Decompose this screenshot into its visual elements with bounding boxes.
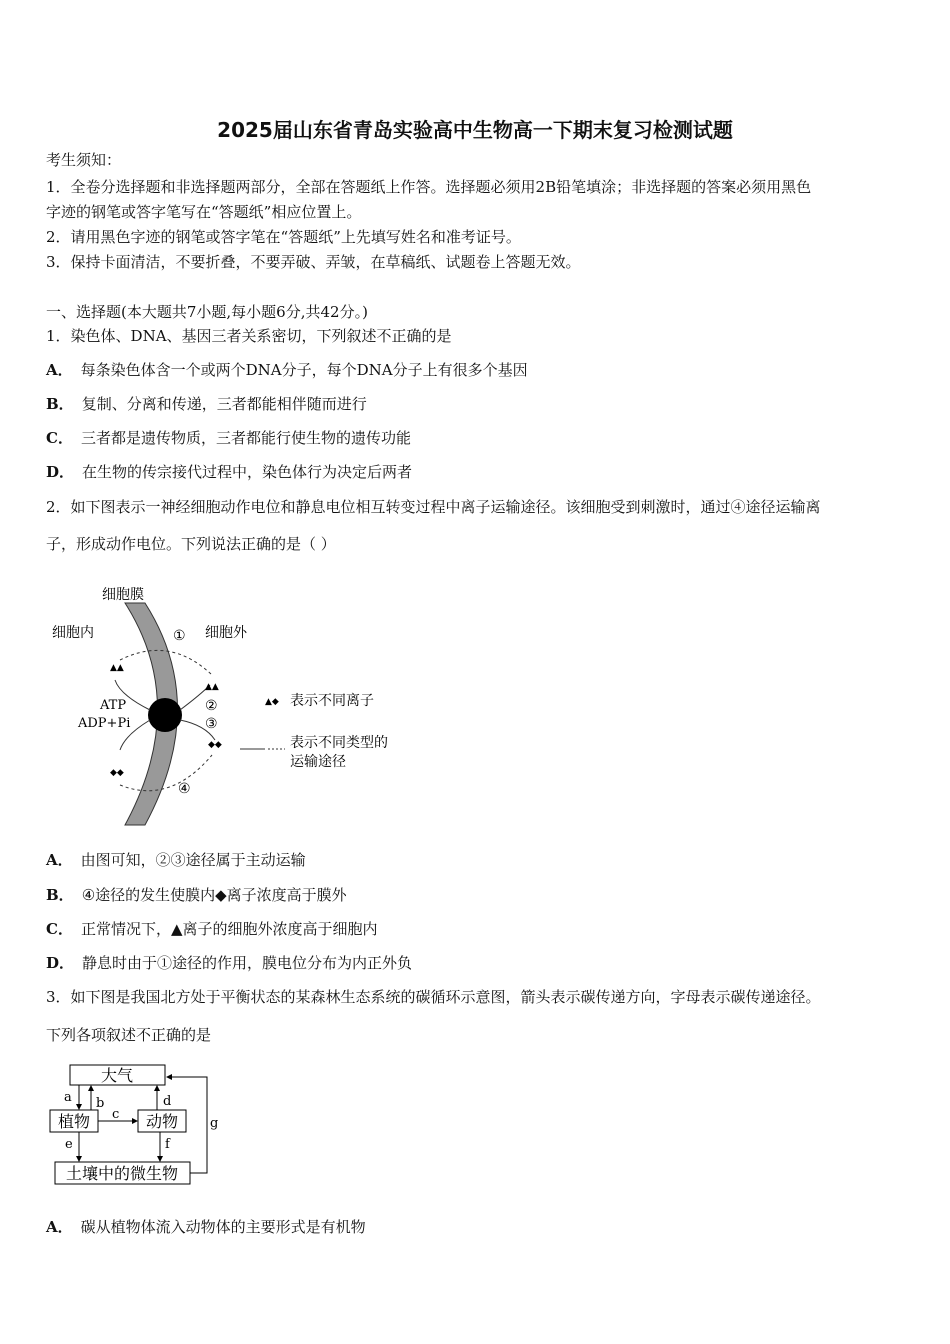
notice-item: 1．全卷分选择题和非选择题两部分，全部在答题纸上作答。选择题必须用2B铅笔填涂；非选择题的答案必须用黑色 [46, 178, 812, 196]
q1-option-a: A． 每条染色体含一个或两个DNA分子，每个DNA分子上有很多个基因 [46, 361, 528, 379]
q2-option-a: A． 由图可知，②③途径属于主动运输 [46, 851, 306, 869]
section-heading: 一、选择题(本大题共7小题,每小题6分,共42分。) [46, 303, 368, 321]
svg-text:a: a [64, 1090, 72, 1105]
microbes-box: 土壤中的微生物 [65, 1164, 179, 1183]
q1-option-d: D． 在生物的传宗接代过程中，染色体行为决定后两者 [46, 463, 413, 481]
question-1-stem: 1．染色体、DNA、基因三者关系密切，下列叙述不正确的是 [46, 327, 452, 345]
svg-text:▲▲: ▲▲ [110, 663, 124, 673]
svg-text:◆◆: ◆◆ [208, 740, 222, 750]
notice-heading: 考生须知： [46, 151, 122, 169]
outside-label: 细胞外 [205, 625, 247, 641]
legend-paths: 表示不同类型的 [290, 735, 388, 751]
svg-text:ADP+Pi: ADP+Pi [78, 716, 131, 731]
svg-text:f: f [165, 1137, 170, 1152]
svg-text:③: ③ [205, 716, 218, 732]
svg-text:▲▲: ▲▲ [205, 682, 219, 692]
animals-box: 动物 [145, 1112, 179, 1131]
q2-option-d: D． 静息时由于①途径的作用，膜电位分布为内正外负 [46, 954, 413, 972]
question-2-stem: 2．如下图表示一神经细胞动作电位和静息电位相互转变过程中离子运输途径。该细胞受到刺激时，通过④途径运输离 [46, 498, 821, 516]
inside-label: 细胞内 [52, 625, 94, 641]
ion-transport-figure [40, 575, 420, 835]
plants-box: 植物 [57, 1112, 91, 1131]
svg-text:e: e [65, 1137, 73, 1152]
atmosphere-box: 大气 [100, 1066, 134, 1085]
question-3-stem-cont: 下列各项叙述不正确的是 [46, 1026, 212, 1044]
notice-item: 字迹的钢笔或答字笔写在“答题纸”相应位置上。 [46, 203, 362, 221]
svg-text:ATP: ATP [100, 698, 127, 713]
question-2-stem-cont: 子，形成动作电位。下列说法正确的是（ ） [46, 535, 336, 553]
svg-text:◆◆: ◆◆ [110, 768, 124, 778]
carbon-cycle-figure [40, 1055, 230, 1190]
svg-text:①: ① [173, 628, 186, 644]
svg-text:b: b [96, 1096, 105, 1111]
notice-item: 3．保持卡面清洁，不要折叠，不要弄破、弄皱，在草稿纸、试题卷上答题无效。 [46, 253, 581, 271]
svg-text:②: ② [205, 698, 218, 714]
svg-text:运输途径: 运输途径 [290, 754, 346, 770]
q1-option-c: C． 三者都是遗传物质，三者都能行使生物的遗传功能 [46, 429, 411, 447]
legend-ions: 表示不同离子 [290, 693, 374, 709]
membrane-label: 细胞膜 [102, 587, 144, 603]
svg-text:④: ④ [178, 781, 191, 797]
q1-option-b: B． 复制、分离和传递，三者都能相伴随而进行 [46, 395, 367, 413]
svg-text:c: c [112, 1107, 120, 1122]
q2-option-c: C． 正常情况下，▲离子的细胞外浓度高于细胞内 [46, 920, 378, 938]
svg-text:g: g [210, 1116, 219, 1131]
q3-option-a: A． 碳从植物体流入动物体的主要形式是有机物 [46, 1218, 366, 1236]
svg-text:d: d [163, 1094, 172, 1109]
svg-text:▲◆: ▲◆ [265, 697, 279, 707]
page-title: 2025届山东省青岛实验高中生物高一下期末复习检测试题 [217, 118, 733, 142]
notice-item: 2．请用黑色字迹的钢笔或答字笔在“答题纸”上先填写姓名和准考证号。 [46, 228, 521, 246]
transporter-protein [148, 698, 182, 732]
q2-option-b: B． ④途径的发生使膜内◆离子浓度高于膜外 [46, 886, 347, 904]
question-3-stem: 3．如下图是我国北方处于平衡状态的某森林生态系统的碳循环示意图，箭头表示碳传递方向，字母表示碳传递途径。 [46, 988, 821, 1006]
